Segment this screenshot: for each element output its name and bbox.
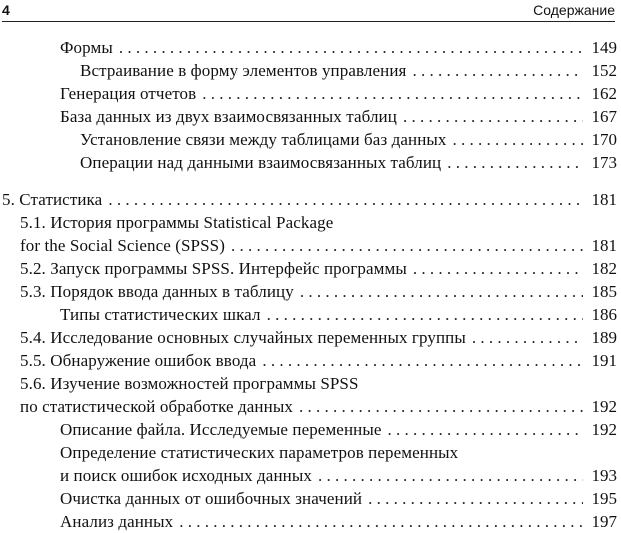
toc-entry-title: Очистка данных от ошибочных значений [60, 489, 363, 508]
dot-leader [300, 280, 583, 303]
toc-entry-page: 152 [591, 61, 617, 80]
toc-entry-title: 5.3. Порядок ввода данных в таблицу [20, 282, 294, 301]
dot-leader [413, 257, 583, 280]
toc-entry-page: 197 [591, 512, 617, 531]
toc-chapter-entry [0, 188, 621, 211]
toc-entry [0, 280, 621, 303]
dot-leader [231, 234, 583, 257]
toc-entry-title: Встраивание в форму элементов управления [80, 61, 407, 80]
toc-entry [0, 510, 621, 533]
toc-entry-page: 170 [591, 130, 617, 149]
toc-entry-title: Типы статистических шкал [60, 305, 261, 324]
toc-entry-title: Формы [60, 38, 113, 57]
toc-entry [0, 105, 621, 128]
table-of-contents [0, 36, 621, 533]
toc-entry [0, 82, 621, 105]
dot-leader [119, 36, 583, 59]
toc-entry-title: 5. Статистика [2, 190, 103, 209]
toc-entry-title: 5.6. Изучение возможностей программы SPSS [20, 374, 359, 393]
toc-entry-page: 167 [591, 107, 617, 126]
dot-leader [472, 326, 583, 349]
toc-entry-title: 5.4. Исследование основных случайных переменных группы [20, 328, 466, 347]
toc-entry-title: Описание файла. Исследуемые переменные [60, 420, 382, 439]
section-name: Содержание [533, 2, 615, 18]
toc-entry-page: 191 [591, 351, 617, 370]
toc-entry-page: 192 [591, 420, 617, 439]
toc-entry [0, 36, 621, 59]
toc-entry [0, 441, 621, 464]
toc-entry-page: 185 [591, 282, 617, 301]
toc-entry-page: 181 [591, 236, 617, 255]
toc-entry-title: по статистической обработке данных [20, 397, 293, 416]
toc-entry-page: 162 [591, 84, 617, 103]
toc-entry [0, 418, 621, 441]
toc-entry-page: 192 [591, 397, 617, 416]
dot-leader [403, 105, 583, 128]
toc-entry-title: for the Social Science (SPSS) [20, 236, 225, 255]
dot-leader [108, 188, 583, 211]
dot-leader [202, 82, 583, 105]
dot-leader [412, 59, 583, 82]
toc-entry [0, 349, 621, 372]
dot-leader [453, 128, 583, 151]
running-header [2, 0, 615, 22]
toc-entry-page: 149 [591, 38, 617, 57]
toc-entry-page: 182 [591, 259, 617, 278]
dot-leader [179, 510, 583, 533]
dot-leader [447, 151, 583, 174]
dot-leader [299, 395, 583, 418]
dot-leader [388, 418, 583, 441]
dot-leader [267, 303, 583, 326]
toc-entry-page: 173 [591, 153, 617, 172]
toc-entry-title: 5.1. История программы Statistical Package [20, 213, 334, 232]
toc-entry-page: 181 [591, 190, 617, 209]
toc-entry-title: Генерация отчетов [60, 84, 197, 103]
toc-entry [0, 151, 621, 174]
toc-entry-title: Анализ данных [60, 512, 174, 531]
toc-entry-page: 193 [591, 466, 617, 485]
dot-leader [318, 464, 583, 487]
toc-entry-title: 5.5. Обнаружение ошибок ввода [20, 351, 257, 370]
toc-entry-page: 189 [591, 328, 617, 347]
toc-entry [0, 59, 621, 82]
toc-entry-title: База данных из двух взаимосвязанных таблиц [60, 107, 397, 126]
toc-entry-title: и поиск ошибок исходных данных [60, 466, 312, 485]
toc-entry [0, 372, 621, 395]
dot-leader [262, 349, 583, 372]
toc-entry [0, 487, 621, 510]
toc-entry [0, 234, 621, 257]
toc-entry [0, 128, 621, 151]
toc-entry [0, 326, 621, 349]
toc-entry-title: Определение статистических параметров переменных [60, 443, 459, 462]
toc-entry-page: 195 [591, 489, 617, 508]
toc-entry-page: 186 [591, 305, 617, 324]
toc-entry-title: 5.2. Запуск программы SPSS. Интерфейс программы [20, 259, 407, 278]
toc-entry [0, 464, 621, 487]
page-number: 4 [2, 2, 10, 18]
toc-entry-title: Установление связи между таблицами баз данных [80, 130, 447, 149]
toc-entry [0, 303, 621, 326]
toc-entry [0, 257, 621, 280]
dot-leader [368, 487, 583, 510]
toc-entry-title: Операции над данными взаимосвязанных таблиц [80, 153, 442, 172]
toc-entry [0, 211, 621, 234]
toc-entry [0, 395, 621, 418]
